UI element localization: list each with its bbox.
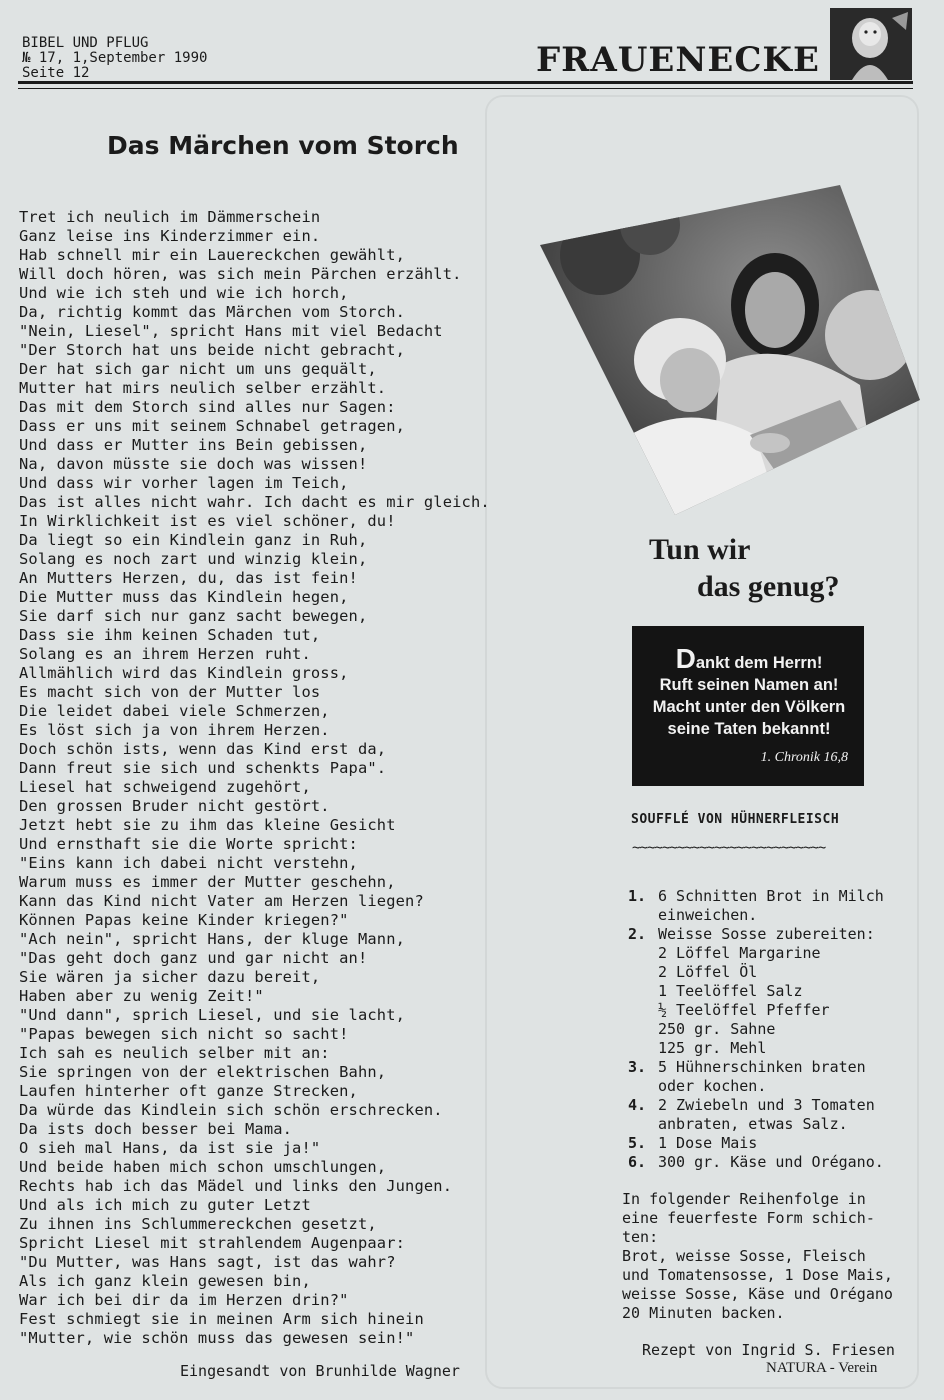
poem-line: Tret ich neulich im Dämmerschein (19, 208, 321, 226)
verse-line-first: ankt dem Herrn! (695, 654, 823, 672)
poem-line: Und ernsthaft sie die Worte spricht: (19, 835, 358, 853)
poem-line: Ich sah es neulich selber mit an: (19, 1044, 330, 1062)
poem-line: Da würde das Kindlein sich schön erschrecken. (19, 1101, 443, 1119)
step-line: oder kochen. (658, 1077, 767, 1095)
poem-line: "Nein, Liesel", spricht Hans mit viel Bedacht (19, 322, 443, 340)
instruction-line: In folgender Reihenfolge in (622, 1190, 866, 1208)
poem-line: Laufen hinterher oft ganze Strecken, (19, 1082, 358, 1100)
step-number: 5. (628, 1134, 647, 1152)
poem-line: Solang es noch zart und winzig klein, (19, 550, 368, 568)
recipe-step (628, 1096, 935, 1134)
poem-line: "Du Mutter, was Hans sagt, ist das wahr? (19, 1253, 396, 1271)
poem-line: Hab schnell mir ein Lauereckchen gewählt, (19, 246, 406, 264)
recipe-step (628, 1134, 935, 1153)
poem-line: Es löst sich ja von ihrem Herzen. (19, 721, 330, 739)
poem-line: Es macht sich von der Mutter los (19, 683, 321, 701)
poem-line: An Mutters Herzen, du, das ist fein! (19, 569, 358, 587)
poem-line: "Mutter, wie schön muss das gewesen sein!" (19, 1329, 415, 1347)
step-line: 1 Teelöffel Salz (658, 982, 803, 1000)
poem-line: Zu ihnen ins Schlummereckchen gesetzt, (19, 1215, 377, 1233)
poem-line: Da ists doch besser bei Mama. (19, 1120, 293, 1138)
poem-line: Spricht Liesel mit strahlendem Augenpaar: (19, 1234, 406, 1252)
verse-line (642, 643, 856, 674)
poem-line: Doch schön ists, wenn das Kind erst da, (19, 740, 387, 758)
poem-title: Das Märchen vom Storch (107, 131, 459, 160)
poem-line: Warum muss es immer der Mutter geschehn, (19, 873, 396, 891)
publication-name: BIBEL UND PFLUG (22, 35, 149, 51)
recipe-title: SOUFFLÉ VON HÜHNERFLEISCH (631, 812, 840, 827)
step-line: 300 gr. Käse und Orégano. (658, 1153, 884, 1171)
poem-line: "Papas bewegen sich nicht so sacht! (19, 1025, 349, 1043)
page-number: Seite 12 (22, 65, 90, 81)
poem-line: Der hat sich gar nicht um uns gequält, (19, 360, 377, 378)
poem-line: Rechts hab ich das Mädel und links den Jungen. (19, 1177, 453, 1195)
verse-reference: 1. Chronik 16,8 (760, 750, 848, 765)
recipe-credit: Rezept von Ingrid S. Friesen (642, 1341, 895, 1359)
issue-date: № 17, 1,September 1990 (22, 50, 208, 66)
recipe-title-rule: ~~~~~~~~~~~~~~~~~~~~~~~~~~ (632, 840, 826, 856)
poem-line: "Der Storch hat uns beide nicht gebracht, (19, 341, 406, 359)
poem-line: "Eins kann ich dabei nicht verstehn, (19, 854, 358, 872)
verse-line: Ruft seinen Namen an! (659, 676, 839, 694)
instruction-line: Brot, weisse Sosse, Fleisch (622, 1247, 866, 1265)
poem-line: Und beide haben mich schon umschlungen, (19, 1158, 387, 1176)
section-logo-illustration (830, 8, 912, 80)
poem-line: War ich bei dir da im Herzen drin?" (19, 1291, 349, 1309)
poem-line: Und dass er Mutter ins Bein gebissen, (19, 436, 368, 454)
masthead-info (22, 36, 207, 81)
poem-line: In Wirklichkeit ist es viel schöner, du! (19, 512, 396, 530)
poem-line: Können Papas keine Kinder kriegen?" (19, 911, 349, 929)
recipe-step (628, 1153, 935, 1172)
step-line: 1 Dose Mais (658, 1134, 758, 1152)
poem-line: Das mit dem Storch sind alles nur Sagen: (19, 398, 396, 416)
step-line: 2 Löffel Margarine (658, 944, 821, 962)
poem-text (19, 208, 490, 1348)
verse-dropcap: D (675, 643, 696, 674)
bible-verse-text (642, 643, 856, 740)
poem-line: Allmählich wird das Kindlein gross, (19, 664, 349, 682)
poem-line: Das ist alles nicht wahr. Ich dacht es mir gleich. (19, 493, 490, 511)
poem-line: O sieh mal Hans, da ist sie ja!" (19, 1139, 321, 1157)
header-rule-thin (18, 88, 913, 89)
poem-line: Solang es an ihrem Herzen ruht. (19, 645, 311, 663)
step-number: 3. (628, 1058, 647, 1076)
step-number: 2. (628, 925, 647, 943)
instruction-line: weisse Sosse, Käse und Orégano (622, 1285, 893, 1303)
poem-line: Sie darf sich nur ganz sacht bewegen, (19, 607, 368, 625)
step-line: Weisse Sosse zubereiten: (658, 925, 875, 943)
poem-line: Den grossen Bruder nicht gestört. (19, 797, 330, 815)
bible-verse-box (632, 626, 864, 786)
poem-line: Kann das Kind nicht Vater am Herzen liegen? (19, 892, 424, 910)
mother-daughter-reading-photo (540, 185, 920, 515)
poem-line: "Ach nein", spricht Hans, der kluge Mann, (19, 930, 406, 948)
poem-line: Will doch hören, was sich mein Pärchen erzählt. (19, 265, 462, 283)
poem-line: Die Mutter muss das Kindlein hegen, (19, 588, 349, 606)
poem-line: Mutter hat mirs neulich selber erzählt. (19, 379, 387, 397)
step-line: 5 Hühnerschinken braten (658, 1058, 866, 1076)
recipe-step (628, 925, 935, 1058)
poem-line: Fest schmiegt sie in meinen Arm sich hinein (19, 1310, 424, 1328)
poem-line: Und dass wir vorher lagen im Teich, (19, 474, 349, 492)
poem-line: "Das geht doch ganz und gar nicht an! (19, 949, 368, 967)
step-number: 6. (628, 1153, 647, 1171)
verse-line: Macht unter den Völkern (652, 698, 846, 716)
recipe-step (628, 887, 935, 925)
step-line: 2 Löffel Öl (658, 963, 758, 981)
step-line: 125 gr. Mehl (658, 1039, 767, 1057)
step-line: anbraten, etwas Salz. (658, 1115, 848, 1133)
poem-line: Und wie ich steh und wie ich horch, (19, 284, 349, 302)
poem-line: Sie springen von der elektrischen Bahn, (19, 1063, 387, 1081)
recipe-organization: NATURA - Verein (766, 1360, 878, 1376)
instruction-line: 20 Minuten backen. (622, 1304, 785, 1322)
step-line: 6 Schnitten Brot in Milch (658, 887, 884, 905)
recipe-instructions (622, 1190, 907, 1323)
feature-headline-line2: das genug? (697, 570, 840, 603)
poem-line: Na, davon müsste sie doch was wissen! (19, 455, 368, 473)
step-number: 4. (628, 1096, 647, 1114)
section-title: FRAUENECKE (536, 40, 820, 80)
instruction-line: und Tomatensosse, 1 Dose Mais, (622, 1266, 893, 1284)
recipe-steps (628, 887, 935, 1172)
step-line: ½ Teelöffel Pfeffer (658, 1001, 830, 1019)
poem-line: Jetzt hebt sie zu ihm das kleine Gesicht (19, 816, 396, 834)
poem-credit: Eingesandt von Brunhilde Wagner (180, 1362, 460, 1380)
verse-line: seine Taten bekannt! (667, 720, 831, 738)
poem-line: Dann freut sie sich und schenkts Papa". (19, 759, 387, 777)
instruction-line: eine feuerfeste Form schich- (622, 1209, 875, 1227)
feature-headline-line1: Tun wir (649, 533, 751, 566)
instruction-line: ten: (622, 1228, 659, 1246)
header-rule-thick (18, 81, 913, 84)
poem-line: Haben aber zu wenig Zeit!" (19, 987, 264, 1005)
poem-line: Die leidet dabei viele Schmerzen, (19, 702, 330, 720)
poem-line: Und als ich mich zu guter Letzt (19, 1196, 311, 1214)
recipe-step (628, 1058, 935, 1096)
poem-line: Sie wären ja sicher dazu bereit, (19, 968, 321, 986)
poem-line: Liesel hat schweigend zugehört, (19, 778, 311, 796)
poem-line: Ganz leise ins Kinderzimmer ein. (19, 227, 321, 245)
poem-line: Dass sie ihm keinen Schaden tut, (19, 626, 321, 644)
step-number: 1. (628, 887, 647, 905)
step-line: 250 gr. Sahne (658, 1020, 776, 1038)
step-line: einweichen. (658, 906, 758, 924)
step-line: 2 Zwiebeln und 3 Tomaten (658, 1096, 875, 1114)
poem-line: "Und dann", sprich Liesel, und sie lacht, (19, 1006, 406, 1024)
poem-line: Da liegt so ein Kindlein ganz in Ruh, (19, 531, 368, 549)
poem-line: Dass er uns mit seinem Schnabel getragen, (19, 417, 406, 435)
poem-line: Als ich ganz klein gewesen bin, (19, 1272, 311, 1290)
poem-line: Da, richtig kommt das Märchen vom Storch. (19, 303, 406, 321)
